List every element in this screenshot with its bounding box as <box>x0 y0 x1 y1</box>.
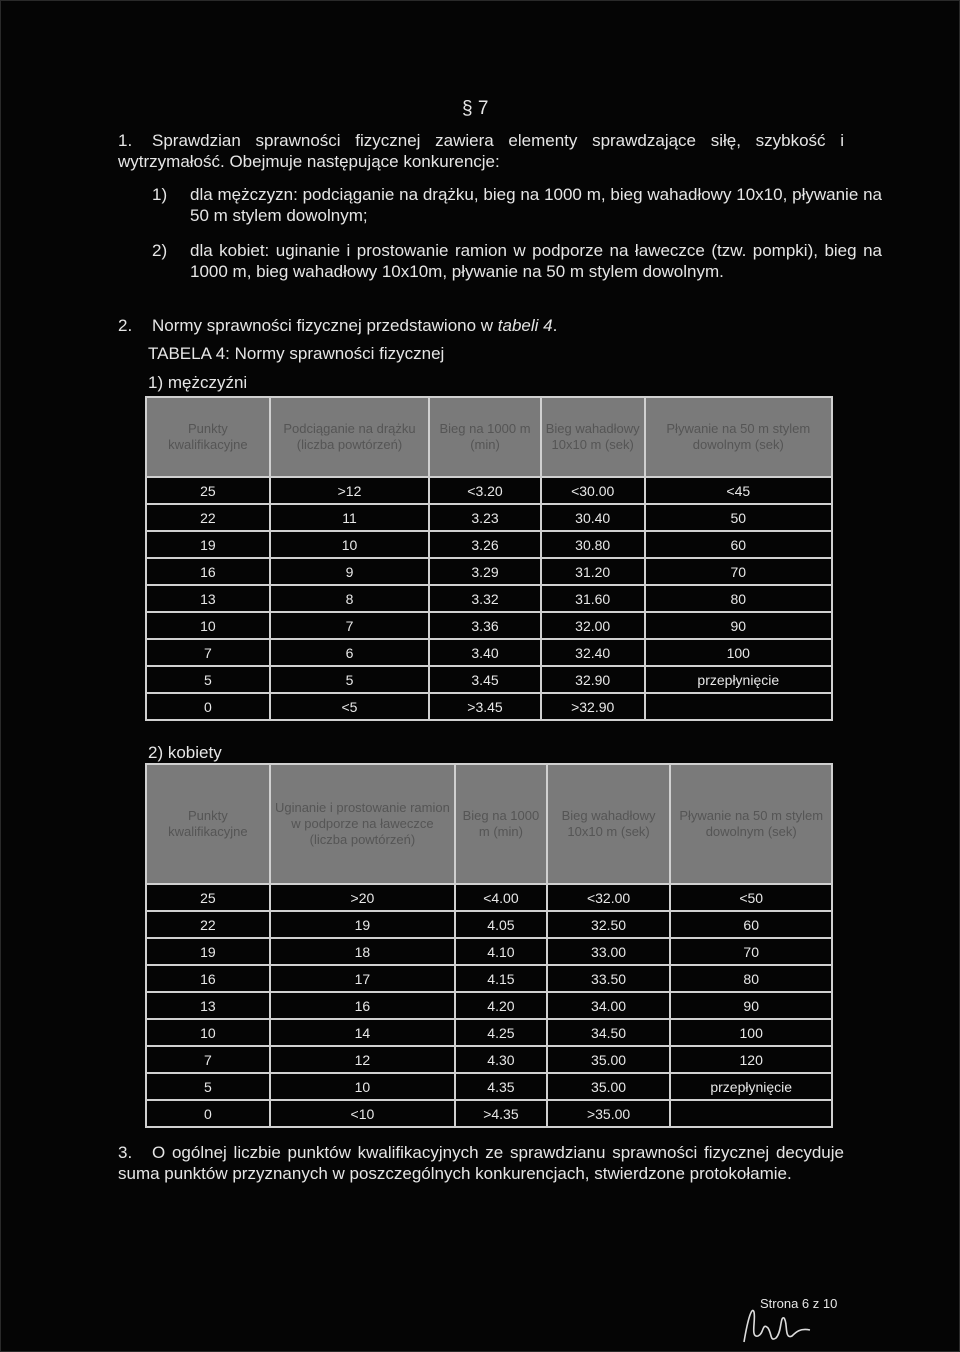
table-reference: tabeli 4 <box>497 316 553 335</box>
cell-strength: 18 <box>270 938 455 965</box>
cell-shuttle-run: 32.40 <box>541 639 645 666</box>
cell-run-1000: <3.20 <box>429 477 541 504</box>
cell-shuttle-run: >32.90 <box>541 693 645 720</box>
cell-strength: 9 <box>270 558 429 585</box>
cell-swimming: 60 <box>670 911 832 938</box>
paragraph-number: 1. <box>118 131 133 150</box>
cell-swimming: przepłynięcie <box>670 1073 832 1100</box>
cell-shuttle-run: 34.00 <box>547 992 671 1019</box>
cell-strength: 19 <box>270 911 455 938</box>
cell-points: 22 <box>146 504 270 531</box>
paragraph-number: 3. <box>118 1143 133 1162</box>
cell-swimming: 70 <box>645 558 832 585</box>
cell-shuttle-run: <30.00 <box>541 477 645 504</box>
header-pullups: Podciąganie na drążku (liczba powtórzeń) <box>270 397 429 477</box>
cell-run-1000: 4.20 <box>455 992 547 1019</box>
table-row <box>146 585 832 612</box>
table-row <box>146 911 832 938</box>
cell-shuttle-run: 32.90 <box>541 666 645 693</box>
cell-points: 25 <box>146 477 270 504</box>
cell-swimming: 100 <box>645 639 832 666</box>
cell-swimming: 80 <box>670 965 832 992</box>
table-row <box>146 938 832 965</box>
cell-run-1000: 3.26 <box>429 531 541 558</box>
header-shuttle-run: Bieg wahadłowy 10x10 m (sek) <box>541 397 645 477</box>
cell-strength: 17 <box>270 965 455 992</box>
cell-strength: 12 <box>270 1046 455 1073</box>
cell-points: 22 <box>146 911 270 938</box>
cell-strength: >20 <box>270 884 455 911</box>
list-item-number: 2) <box>152 241 168 260</box>
cell-swimming <box>670 1100 832 1127</box>
table-row <box>146 531 832 558</box>
page-number: Strona 6 z 10 <box>760 1296 838 1311</box>
cell-points: 10 <box>146 1019 270 1046</box>
cell-strength: 7 <box>270 612 429 639</box>
cell-swimming <box>645 693 832 720</box>
signature-scribble <box>738 1298 818 1348</box>
cell-swimming: 120 <box>670 1046 832 1073</box>
cell-swimming: 70 <box>670 938 832 965</box>
table-row <box>146 1046 832 1073</box>
cell-swimming: przepłynięcie <box>645 666 832 693</box>
cell-run-1000: 4.30 <box>455 1046 547 1073</box>
cell-shuttle-run: 35.00 <box>547 1073 671 1100</box>
cell-shuttle-run: 30.40 <box>541 504 645 531</box>
cell-points: 0 <box>146 1100 270 1127</box>
cell-swimming: <45 <box>645 477 832 504</box>
cell-shuttle-run: 34.50 <box>547 1019 671 1046</box>
cell-run-1000: 4.10 <box>455 938 547 965</box>
paragraph-2 <box>118 315 818 336</box>
section-number: § 7 <box>462 98 489 119</box>
cell-strength: 16 <box>270 992 455 1019</box>
table-row <box>146 504 832 531</box>
cell-run-1000: <4.00 <box>455 884 547 911</box>
cell-points: 7 <box>146 639 270 666</box>
cell-swimming: 90 <box>670 992 832 1019</box>
list-item-number: 1) <box>152 185 168 204</box>
cell-swimming: 80 <box>645 585 832 612</box>
cell-strength: 10 <box>270 1073 455 1100</box>
cell-strength: <5 <box>270 693 429 720</box>
header-shuttle-run: Bieg wahadłowy 10x10 m (sek) <box>547 764 671 884</box>
cell-shuttle-run: 35.00 <box>547 1046 671 1073</box>
header-run-1000: Bieg na 1000 m (min) <box>429 397 541 477</box>
header-points: Punkty kwalifikacyjne <box>146 397 270 477</box>
cell-shuttle-run: <32.00 <box>547 884 671 911</box>
header-pushups: Uginanie i prostowanie ramion w podporze na ławeczce (liczba powtórzeń) <box>270 764 455 884</box>
cell-run-1000: 3.29 <box>429 558 541 585</box>
cell-strength: 11 <box>270 504 429 531</box>
paragraph-number: 2. <box>118 316 133 335</box>
cell-run-1000: 3.40 <box>429 639 541 666</box>
table-row <box>146 666 832 693</box>
cell-points: 16 <box>146 558 270 585</box>
cell-shuttle-run: 30.80 <box>541 531 645 558</box>
cell-strength: <10 <box>270 1100 455 1127</box>
cell-shuttle-run: 33.50 <box>547 965 671 992</box>
cell-shuttle-run: 32.50 <box>547 911 671 938</box>
cell-swimming: <50 <box>670 884 832 911</box>
cell-shuttle-run: 32.00 <box>541 612 645 639</box>
cell-points: 7 <box>146 1046 270 1073</box>
table-row <box>146 477 832 504</box>
cell-points: 19 <box>146 531 270 558</box>
cell-swimming: 50 <box>645 504 832 531</box>
cell-swimming: 100 <box>670 1019 832 1046</box>
cell-strength: 5 <box>270 666 429 693</box>
cell-run-1000: 4.35 <box>455 1073 547 1100</box>
table-row <box>146 612 832 639</box>
cell-run-1000: 4.05 <box>455 911 547 938</box>
table-caption: TABELA 4: Normy sprawności fizycznej <box>148 344 445 363</box>
table-header-row <box>146 397 832 477</box>
paragraph-text: Sprawdzian sprawności fizycznej zawiera elementy sprawdzające siłę, szybkość i wytrzymałość. Obejmuje następujące konkurencje: <box>118 131 844 171</box>
paragraph-1 <box>118 130 844 172</box>
cell-run-1000: >3.45 <box>429 693 541 720</box>
table-row <box>146 558 832 585</box>
list-item-text: dla kobiet: uginanie i prostowanie ramion w podporze na ławeczce (tzw. pompki), bieg na 1000 m, bieg wahadłowy 10x10m, pływanie na 50 m stylem dowolnym. <box>190 241 882 281</box>
cell-run-1000: 3.45 <box>429 666 541 693</box>
cell-strength: 8 <box>270 585 429 612</box>
cell-points: 5 <box>146 666 270 693</box>
table-row <box>146 884 832 911</box>
cell-points: 5 <box>146 1073 270 1100</box>
women-norms-table <box>145 763 833 1128</box>
list-item-women <box>152 240 882 282</box>
table-row <box>146 693 832 720</box>
cell-run-1000: 4.15 <box>455 965 547 992</box>
cell-strength: 10 <box>270 531 429 558</box>
table-row <box>146 965 832 992</box>
cell-swimming: 90 <box>645 612 832 639</box>
paragraph-text: O ogólnej liczbie punktów kwalifikacyjnych ze sprawdzianu sprawności fizycznej decyduje suma punktów przyznanych w poszczególnych konkurencjach, stwierdzone protokołamie. <box>118 1143 844 1183</box>
table-header-row <box>146 764 832 884</box>
cell-swimming: 60 <box>645 531 832 558</box>
table-row <box>146 1019 832 1046</box>
women-table-body <box>146 884 832 1127</box>
table-row <box>146 992 832 1019</box>
cell-points: 13 <box>146 585 270 612</box>
paragraph-end: . <box>552 316 558 335</box>
table-row <box>146 639 832 666</box>
header-swimming: Pływanie na 50 m stylem dowolnym (sek) <box>645 397 832 477</box>
cell-points: 16 <box>146 965 270 992</box>
table-row <box>146 1073 832 1100</box>
cell-points: 19 <box>146 938 270 965</box>
cell-strength: >12 <box>270 477 429 504</box>
cell-run-1000: 3.32 <box>429 585 541 612</box>
paragraph-3 <box>118 1142 844 1184</box>
cell-shuttle-run: >35.00 <box>547 1100 671 1127</box>
cell-run-1000: 3.36 <box>429 612 541 639</box>
cell-strength: 6 <box>270 639 429 666</box>
men-table-label: 1) mężczyźni <box>148 373 248 392</box>
table-row <box>146 1100 832 1127</box>
cell-shuttle-run: 31.20 <box>541 558 645 585</box>
list-item-text: dla mężczyzn: podciąganie na drążku, bieg na 1000 m, bieg wahadłowy 10x10, pływanie na 50 m stylem dowolnym; <box>190 185 882 225</box>
women-table-label: 2) kobiety <box>148 743 222 762</box>
cell-points: 25 <box>146 884 270 911</box>
cell-shuttle-run: 31.60 <box>541 585 645 612</box>
cell-points: 13 <box>146 992 270 1019</box>
men-table-body <box>146 477 832 720</box>
cell-run-1000: 4.25 <box>455 1019 547 1046</box>
header-points: Punkty kwalifikacyjne <box>146 764 270 884</box>
list-item-men <box>152 184 882 226</box>
cell-points: 10 <box>146 612 270 639</box>
cell-points: 0 <box>146 693 270 720</box>
paragraph-text: Normy sprawności fizycznej przedstawiono w <box>152 316 498 335</box>
cell-run-1000: >4.35 <box>455 1100 547 1127</box>
cell-shuttle-run: 33.00 <box>547 938 671 965</box>
header-run-1000: Bieg na 1000 m (min) <box>455 764 547 884</box>
cell-run-1000: 3.23 <box>429 504 541 531</box>
header-swimming: Pływanie na 50 m stylem dowolnym (sek) <box>670 764 832 884</box>
cell-strength: 14 <box>270 1019 455 1046</box>
men-norms-table <box>145 396 833 721</box>
